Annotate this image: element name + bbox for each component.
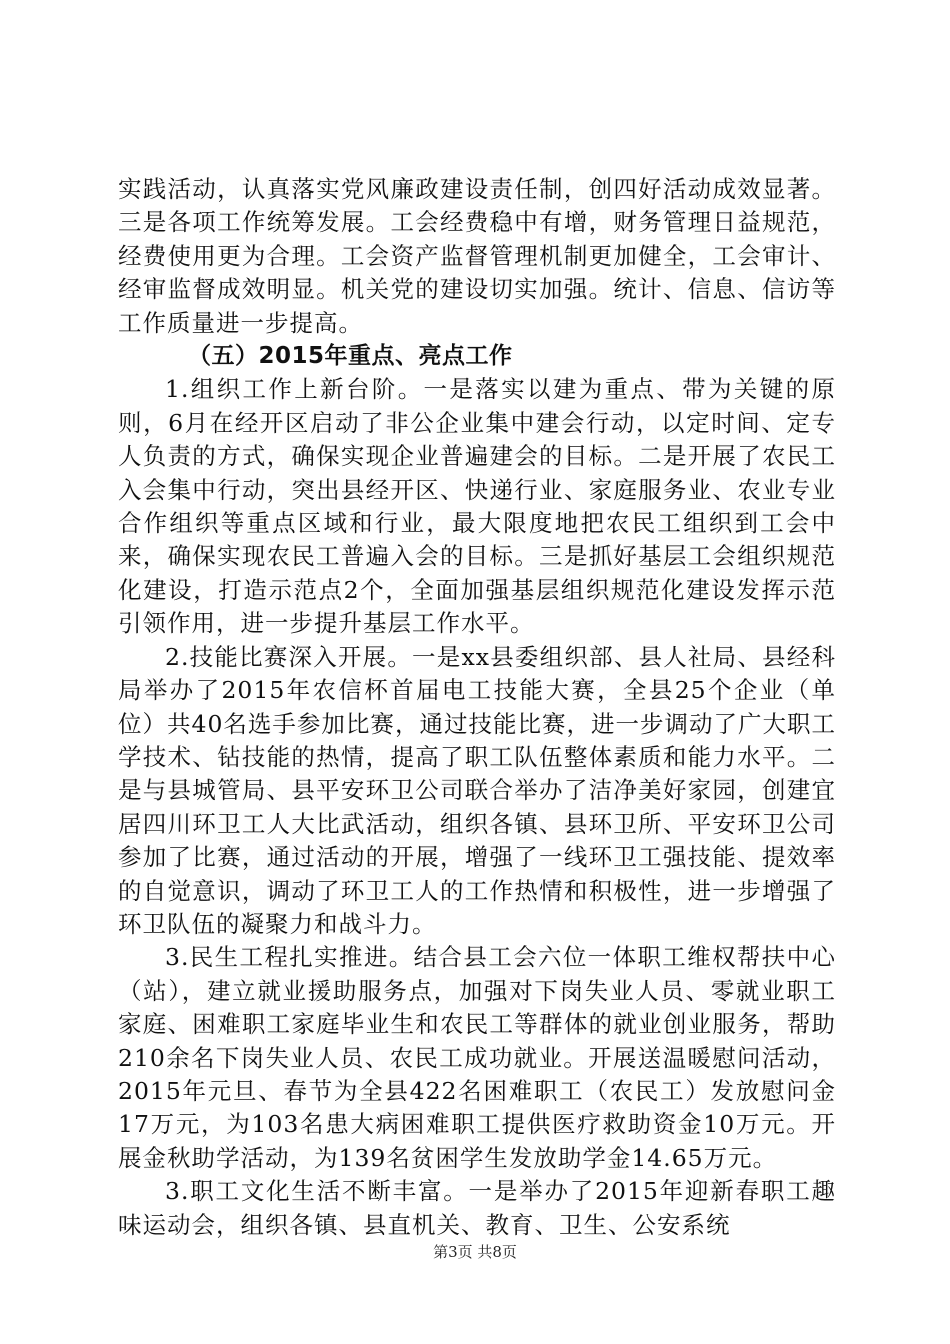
- page-footer: 第3页 共8页: [433, 1243, 517, 1261]
- document-body: [118, 173, 836, 1242]
- paragraph-organization: 1.组织工作上新台阶。一是落实以建为重点、带为关键的原则，6月在经开区启动了非公企业集中建会行动，以定时间、定专人负责的方式，确保实现企业普遍建会的目标。二是开展了农民工入会集中行动，突出县经开区、快递行业、家庭服务业、农业专业合作组织等重点区域和行业，最大限度地把农民工组织到工会中来，确保实现农民工普遍入会的目标。三是抓好基层工会组织规范化建设，打造示范点2个，全面加强基层组织规范化建设发挥示范引领作用，进一步提升基层工作水平。: [118, 375, 836, 638]
- paragraph-culture: 3.职工文化生活不断丰富。一是举办了2015年迎新春职工趣味运动会，组织各镇、县直机关、教育、卫生、公安系统: [118, 1177, 836, 1239]
- section-heading: （五）2015年重点、亮点工作: [188, 343, 513, 370]
- paragraph-livelihood: 3.民生工程扎实推进。结合县工会六位一体职工维权帮扶中心（站），建立就业援助服务点，加强对下岗失业人员、零就业职工家庭、困难职工家庭毕业生和农民工等群体的就业创业服务，帮助210余名下岗失业人员、农民工成功就业。开展送温暖慰问活动，2015年元旦、春节为全县422名困难职工（农民工）发放慰问金17万元，为103名患大病困难职工提供医疗救助资金10万元。开展金秋助学活动，为139名贫困学生发放助学金14.65万元。: [118, 943, 836, 1172]
- paragraph-continuation: 实践活动，认真落实党风廉政建设责任制，创四好活动成效显著。三是各项工作统筹发展。工会经费稳中有增，财务管理日益规范，经费使用更为合理。工会资产监督管理机制更加健全，工会审计、经审监督成效明显。机关党的建设切实加强。统计、信息、信访等工作质量进一步提高。: [118, 175, 836, 337]
- paragraph-skills-competition: 2.技能比赛深入开展。一是xx县委组织部、县人社局、县经科局举办了2015年农信杯首届电工技能大赛，全县25个企业（单位）共40名选手参加比赛，通过技能比赛，进一步调动了广大职工学技术、钻技能的热情，提高了职工队伍整体素质和能力水平。二是与县城管局、县平安环卫公司联合举办了洁净美好家园，创建宜居四川环卫工人大比武活动，组织各镇、县环卫所、平安环卫公司参加了比赛，通过活动的开展，增强了一线环卫工强技能、提效率的自觉意识，调动了环卫工人的工作热情和积极性，进一步增强了环卫队伍的凝聚力和战斗力。: [118, 642, 836, 938]
